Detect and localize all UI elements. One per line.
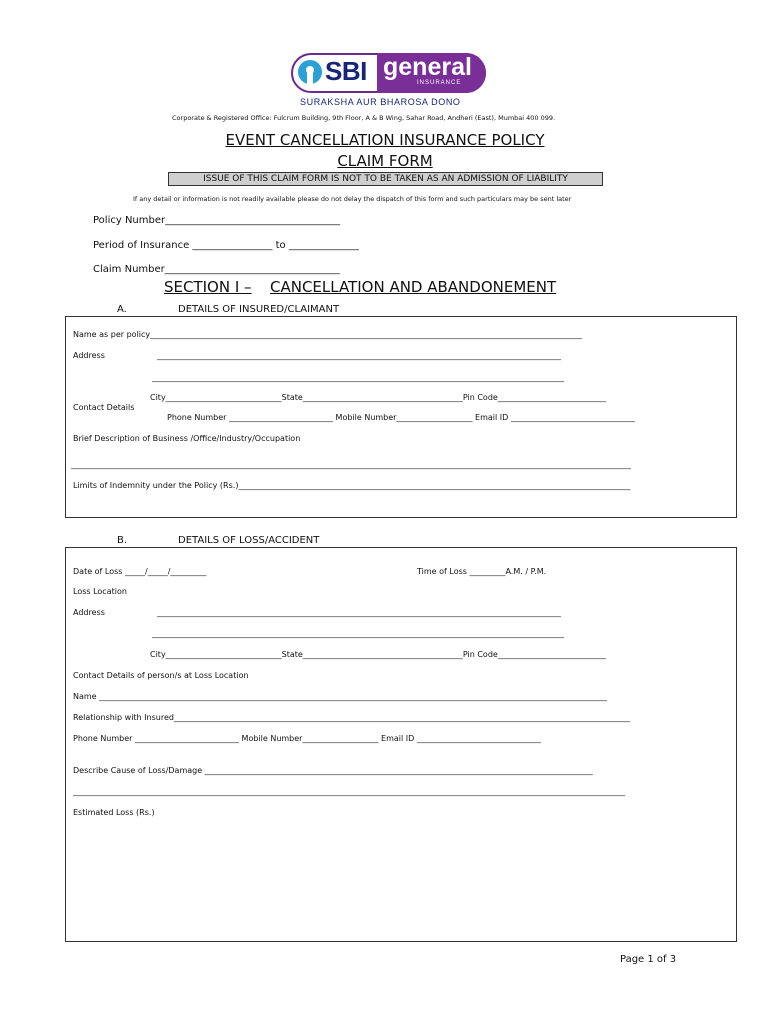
city-state-pin-field[interactable]: City_____________________________State________________________________________Pin Code___________________________: [150, 393, 606, 402]
loss-location-label: Loss Location: [73, 587, 127, 596]
time-of-loss-field[interactable]: Time of Loss _________A.M. / P.M.: [417, 567, 547, 576]
logo-sbi-text: SBI: [325, 56, 367, 86]
page-number: Page 1 of 3: [620, 954, 677, 965]
limits-of-indemnity-field[interactable]: Limits of Indemnity under the Policy (Rs.)__________________________________________________________________________________________________: [73, 481, 631, 490]
logo-general-text: general: [383, 53, 472, 81]
section-title: CANCELLATION AND ABANDONEMENT: [270, 278, 557, 296]
liability-notice: ISSUE OF THIS CLAIM FORM IS NOT TO BE TAKEN AS AN ADMISSION OF LIABILITY: [168, 172, 603, 186]
instruction-note: If any detail or information is not readily available please do not delay the dispatch of this form and such particulars may be sent later: [133, 195, 572, 203]
address-line-2[interactable]: _______________________________________________________________________________________________________: [152, 373, 564, 382]
sbi-logo-keyhole: [307, 69, 313, 84]
loss-address-line-2[interactable]: _______________________________________________________________________________________________________: [152, 629, 564, 638]
loss-address-line-1[interactable]: _____________________________________________________________________________________________________: [157, 608, 561, 617]
cause-of-loss-line-2[interactable]: __________________________________________________________________________________________________________________________________________: [73, 787, 625, 796]
phone-mobile-email-field[interactable]: Phone Number __________________________ Mobile Number___________________ Email ID _______________________________: [167, 413, 635, 422]
loss-details-content: [67, 549, 735, 940]
part-b-letter: B.: [117, 535, 128, 546]
business-description-label: Brief Description of Business /Office/Industry/Occupation: [73, 434, 301, 443]
form-title: EVENT CANCELLATION INSURANCE POLICY: [225, 131, 545, 149]
loss-city-state-pin-field[interactable]: City_____________________________State________________________________________Pin Code___________________________: [150, 650, 606, 659]
date-of-loss-field[interactable]: Date of Loss _____/_____/_________: [73, 567, 207, 576]
form-subtitle: CLAIM FORM: [337, 152, 433, 170]
policy-number-field[interactable]: Policy Number___________________________________: [93, 215, 341, 226]
claim-number-field[interactable]: Claim Number___________________________________: [93, 264, 340, 275]
address-label: Address: [73, 351, 105, 360]
estimated-loss-label: Estimated Loss (Rs.): [73, 808, 155, 817]
contact-details-label: Contact Details: [73, 403, 135, 412]
logo-insurance-text: INSURANCE: [417, 80, 462, 86]
tagline: SURAKSHA AUR BHAROSA DONO: [300, 97, 461, 107]
insured-details-content: [67, 318, 735, 516]
office-address: Corporate & Registered Office: Fulcrum Building, 9th Floor, A & B Wing, Sahar Road, Andheri (East), Mumbai 400 099.: [172, 114, 556, 122]
period-of-insurance-field[interactable]: Period of Insurance ________________ to ______________: [93, 240, 359, 251]
cause-of-loss-field[interactable]: Describe Cause of Loss/Damage _________________________________________________________________________________________________: [73, 766, 593, 775]
address-line-1[interactable]: _____________________________________________________________________________________________________: [157, 351, 561, 360]
relationship-field[interactable]: Relationship with Insured__________________________________________________________________________________________________________________: [73, 713, 630, 722]
contact-persons-label: Contact Details of person/s at Loss Location: [73, 671, 249, 680]
section-prefix: SECTION I –: [164, 278, 252, 296]
part-a-letter: A.: [117, 304, 127, 315]
contact-name-field[interactable]: Name _______________________________________________________________________________________________________________________________: [73, 692, 608, 701]
part-b-heading: DETAILS OF LOSS/ACCIDENT: [178, 535, 320, 546]
name-as-per-policy-field[interactable]: Name as per policy____________________________________________________________________________________________________________: [73, 330, 583, 339]
part-a-heading: DETAILS OF INSURED/CLAIMANT: [178, 304, 340, 315]
business-description-field[interactable]: ____________________________________________________________________________________________________________________________________________: [71, 460, 631, 469]
loss-address-label: Address: [73, 608, 105, 617]
loss-phone-mobile-email-field[interactable]: Phone Number __________________________ Mobile Number___________________ Email ID _______________________________: [73, 734, 541, 743]
